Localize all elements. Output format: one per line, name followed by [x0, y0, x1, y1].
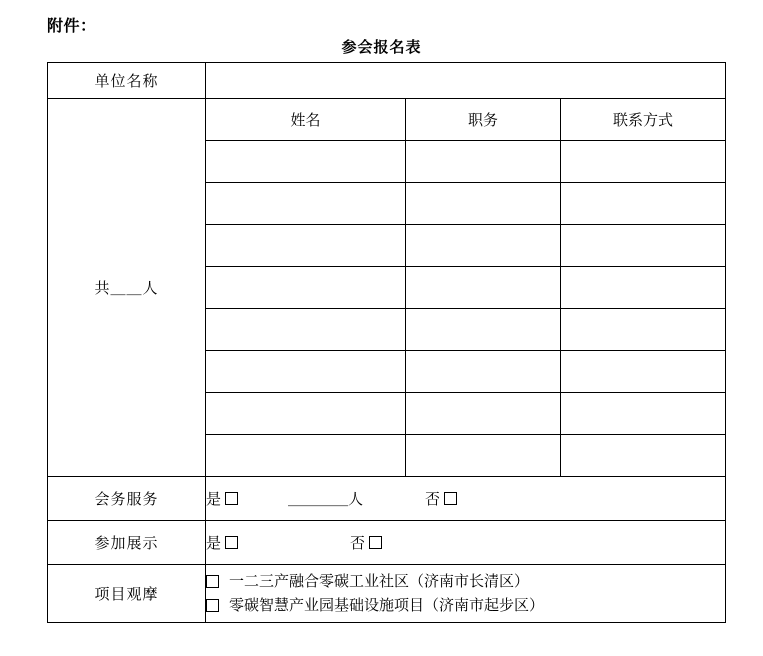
column-header-duty: 职务	[406, 99, 561, 141]
service-options	[206, 477, 726, 521]
cell-duty[interactable]	[406, 225, 561, 267]
tour-option-1-label: 一二三产融合零碳工业社区（济南市长清区）	[229, 573, 530, 591]
tour-option-2-checkbox[interactable]	[206, 599, 219, 612]
table-row-column-headers	[48, 99, 726, 141]
cell-name[interactable]	[206, 351, 406, 393]
cell-contact[interactable]	[561, 351, 726, 393]
table-row-tour	[48, 565, 726, 623]
table-row-unit-name	[48, 63, 726, 99]
column-header-name: 姓名	[206, 99, 406, 141]
table-row-service	[48, 477, 726, 521]
unit-name-label: 单位名称	[48, 63, 206, 99]
cell-contact[interactable]	[561, 267, 726, 309]
table-row-exhibit	[48, 521, 726, 565]
cell-contact[interactable]	[561, 225, 726, 267]
service-count-blank[interactable]: ＿＿＿＿人	[288, 491, 364, 508]
tour-options	[206, 565, 726, 623]
cell-name[interactable]	[206, 141, 406, 183]
cell-name[interactable]	[206, 435, 406, 477]
exhibit-yes-checkbox[interactable]	[225, 536, 238, 549]
registration-form-table	[47, 62, 726, 623]
participant-count-label: 共＿＿人	[48, 99, 206, 477]
tour-option-2[interactable]	[206, 594, 725, 617]
page-title: 参会报名表	[341, 39, 422, 56]
exhibit-no-checkbox[interactable]	[369, 536, 382, 549]
tour-label: 项目观摩	[48, 565, 206, 623]
cell-duty[interactable]	[406, 309, 561, 351]
exhibit-no-label: 否	[350, 535, 366, 552]
column-header-contact: 联系方式	[561, 99, 726, 141]
tour-option-1[interactable]	[206, 570, 725, 593]
cell-duty[interactable]	[406, 393, 561, 435]
cell-name[interactable]	[206, 183, 406, 225]
cell-duty[interactable]	[406, 351, 561, 393]
cell-duty[interactable]	[406, 141, 561, 183]
service-yes-label: 是	[206, 491, 222, 508]
cell-name[interactable]	[206, 393, 406, 435]
cell-name[interactable]	[206, 309, 406, 351]
tour-option-1-checkbox[interactable]	[206, 575, 219, 588]
cell-contact[interactable]	[561, 435, 726, 477]
attachment-label: 附件：	[47, 18, 97, 35]
cell-duty[interactable]	[406, 183, 561, 225]
exhibit-options	[206, 521, 726, 565]
cell-name[interactable]	[206, 225, 406, 267]
exhibit-label: 参加展示	[48, 521, 206, 565]
service-no-label: 否	[425, 491, 441, 508]
unit-name-input[interactable]	[206, 63, 726, 99]
service-no-checkbox[interactable]	[444, 492, 457, 505]
cell-duty[interactable]	[406, 267, 561, 309]
exhibit-yes-label: 是	[206, 535, 222, 552]
cell-contact[interactable]	[561, 183, 726, 225]
cell-contact[interactable]	[561, 309, 726, 351]
service-label: 会务服务	[48, 477, 206, 521]
service-yes-checkbox[interactable]	[225, 492, 238, 505]
cell-contact[interactable]	[561, 141, 726, 183]
cell-duty[interactable]	[406, 435, 561, 477]
cell-name[interactable]	[206, 267, 406, 309]
tour-option-2-label: 零碳智慧产业园基础设施项目（济南市起步区）	[229, 596, 545, 614]
cell-contact[interactable]	[561, 393, 726, 435]
